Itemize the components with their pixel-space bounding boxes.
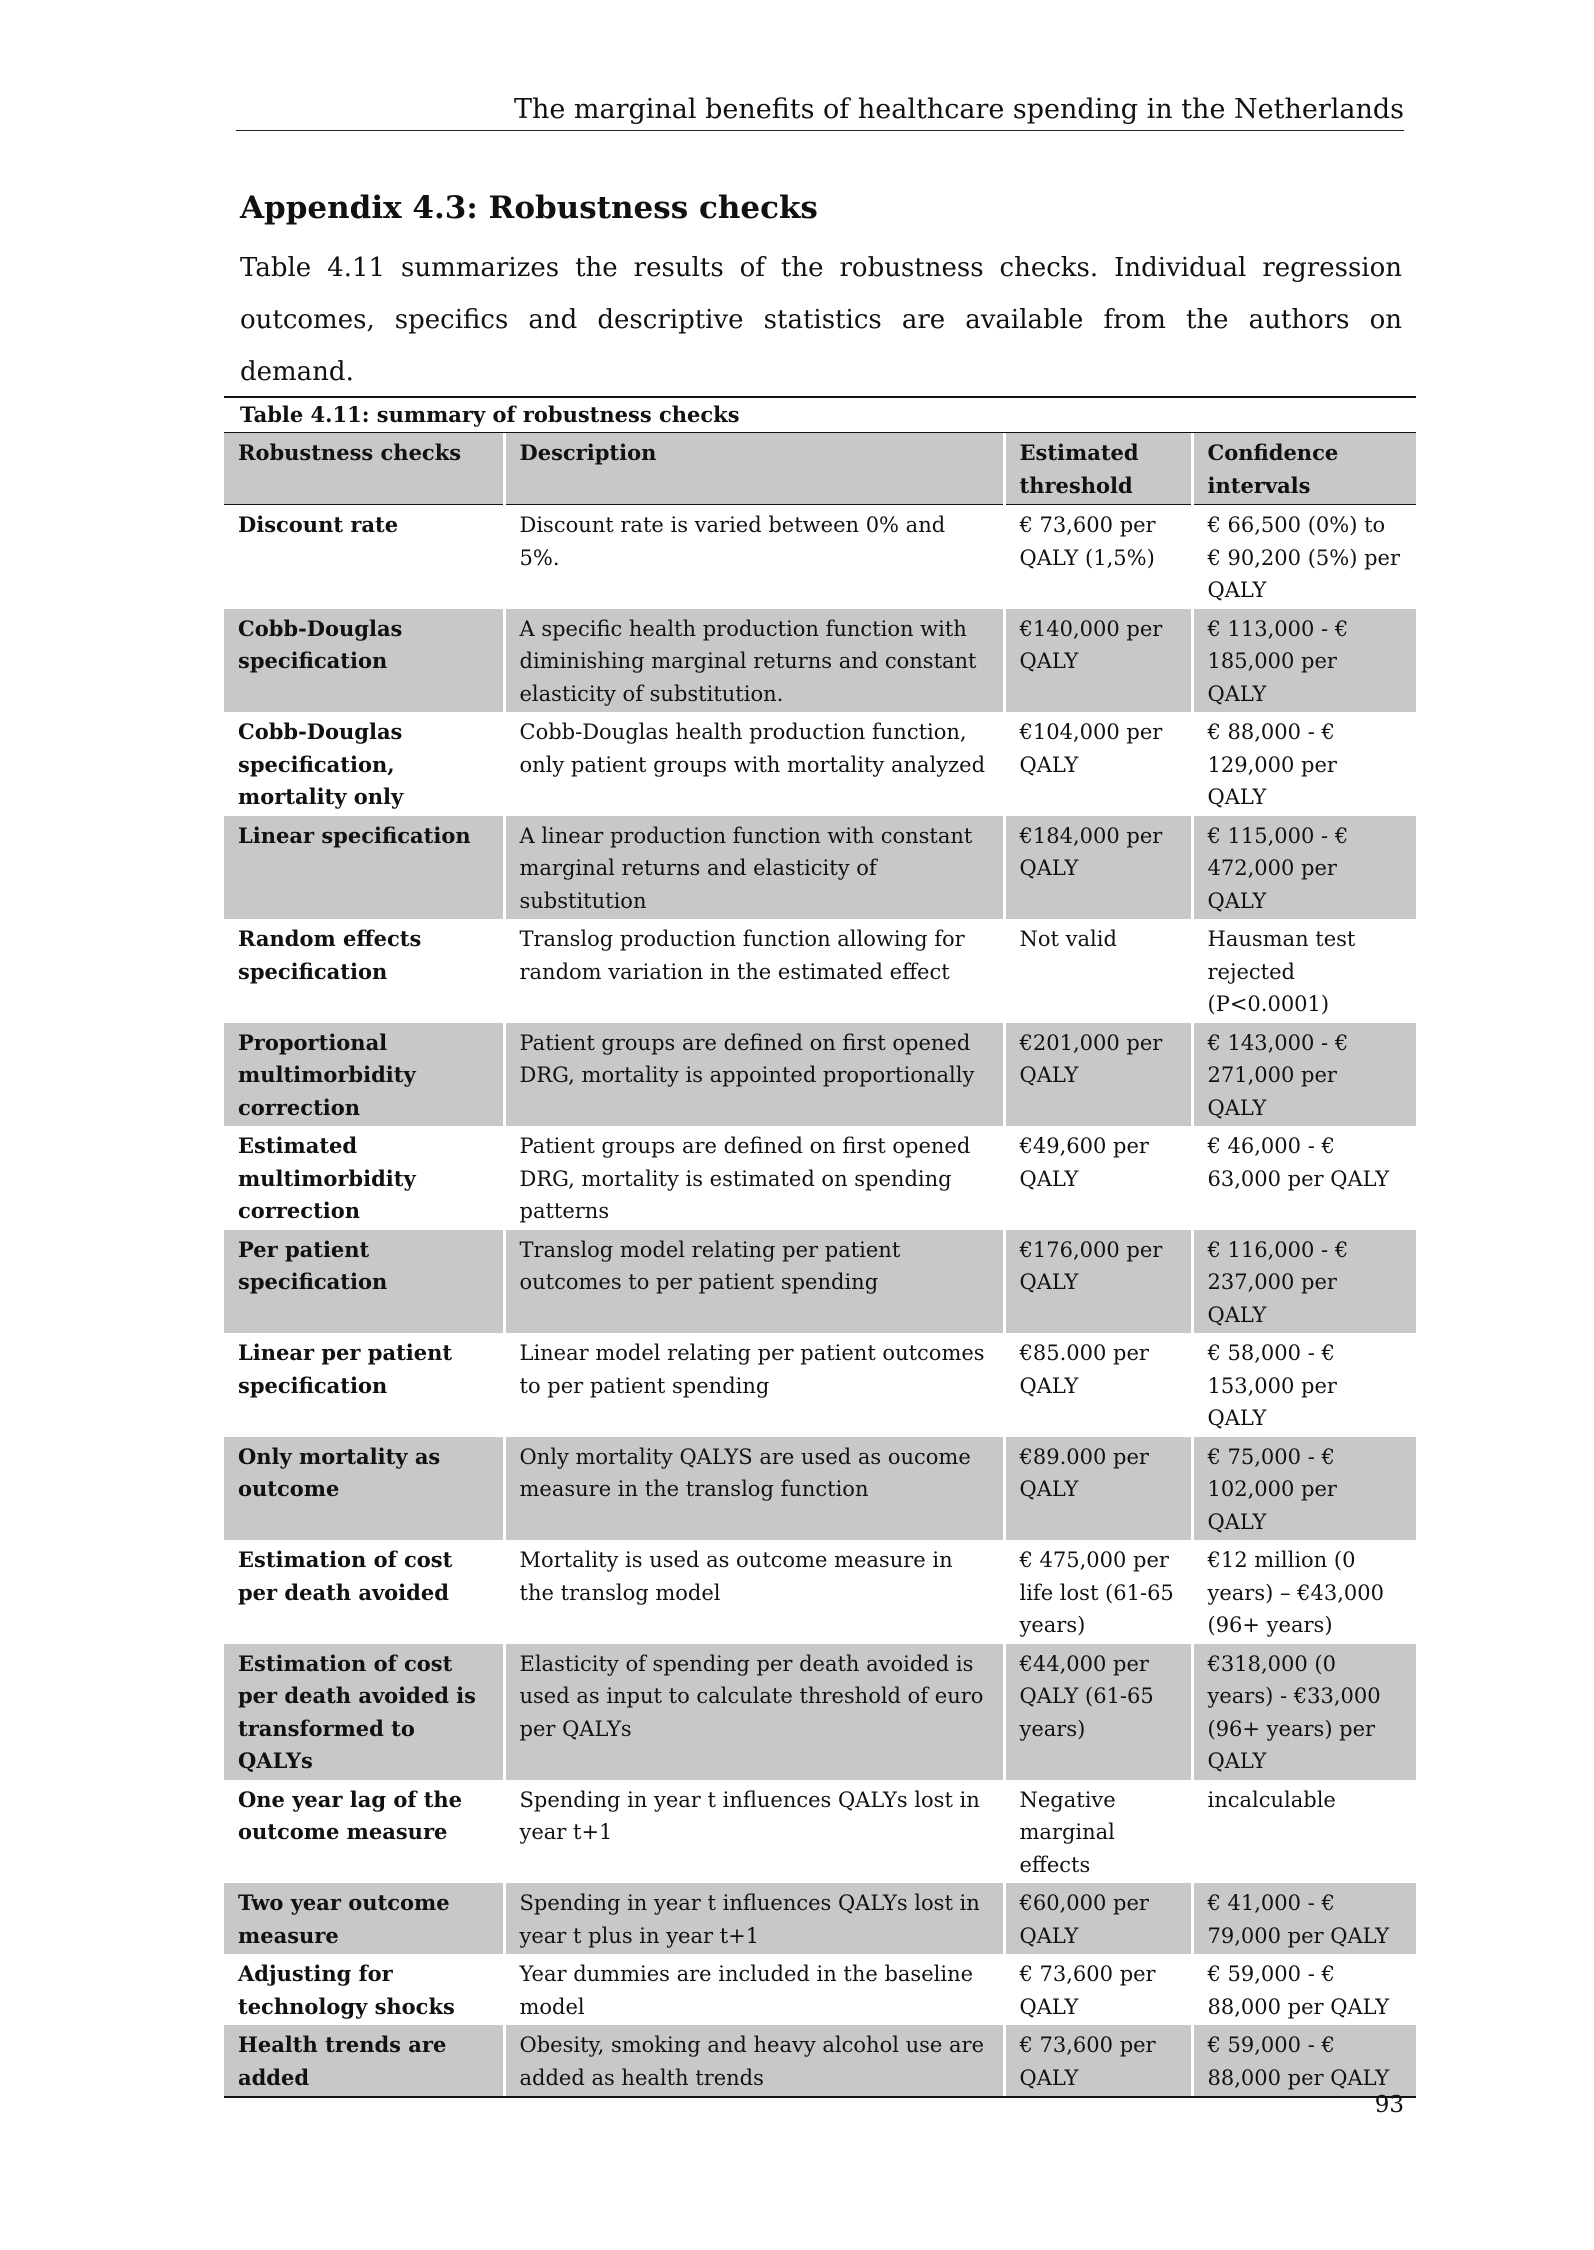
cell-check: Discount rate bbox=[238, 512, 399, 537]
cell-description: Mortality is used as outcome measure in the translog model bbox=[504, 1540, 1004, 1644]
table-row bbox=[224, 919, 1416, 1023]
cell-check: Health trends are added bbox=[224, 2025, 504, 2096]
cell-check: Linear per patient specification bbox=[238, 1340, 453, 1398]
table-row bbox=[224, 1540, 1416, 1644]
robustness-table bbox=[224, 396, 1416, 2098]
robustness-checks-table bbox=[224, 433, 1416, 2096]
appendix-title: Appendix 4.3: Robustness checks bbox=[240, 190, 818, 226]
cell-threshold: €89.000 per QALY bbox=[1004, 1437, 1192, 1541]
cell-description: Cobb-Douglas health production function, only patient groups with mortality analyzed bbox=[504, 712, 1004, 816]
cell-check: Per patient specification bbox=[224, 1230, 504, 1334]
cell-threshold: €176,000 per QALY bbox=[1004, 1230, 1192, 1334]
cell-check: Proportional multimorbidity correction bbox=[224, 1023, 504, 1127]
cell-check: Cobb-Douglas specification, mortality only bbox=[238, 719, 404, 809]
cell-description: Discount rate is varied between 0% and 5%. bbox=[504, 505, 1004, 609]
cell-check: Estimated multimorbidity correction bbox=[238, 1133, 416, 1223]
cell-check: Two year outcome measure bbox=[224, 1883, 504, 1954]
table-caption: Table 4.11: summary of robustness checks bbox=[224, 398, 1416, 433]
cell-interval: € 115,000 - € 472,000 per QALY bbox=[1192, 816, 1416, 920]
cell-check: Estimation of cost per death avoided is transformed to QALYs bbox=[224, 1644, 504, 1780]
cell-check: Random effects specification bbox=[238, 926, 422, 984]
cell-threshold: €85.000 per QALY bbox=[1004, 1333, 1192, 1437]
table-row bbox=[224, 609, 1416, 713]
table-row bbox=[224, 1644, 1416, 1780]
cell-interval: €12 million (0 years) – €43,000 (96+ years) bbox=[1192, 1540, 1416, 1644]
cell-interval: incalculable bbox=[1192, 1780, 1416, 1884]
cell-threshold: €201,000 per QALY bbox=[1004, 1023, 1192, 1127]
cell-check: Estimation of cost per death avoided bbox=[238, 1547, 453, 1605]
cell-description: Translog production function allowing for random variation in the estimated effect bbox=[504, 919, 1004, 1023]
cell-threshold: € 475,000 per life lost (61-65 years) bbox=[1004, 1540, 1192, 1644]
cell-interval: € 113,000 - € 185,000 per QALY bbox=[1192, 609, 1416, 713]
cell-threshold: €60,000 per QALY bbox=[1004, 1883, 1192, 1954]
cell-interval: € 88,000 - € 129,000 per QALY bbox=[1192, 712, 1416, 816]
cell-description: Year dummies are included in the baseline model bbox=[504, 1954, 1004, 2025]
header-confidence-intervals: Confidence intervals bbox=[1192, 433, 1416, 505]
cell-check: One year lag of the outcome measure bbox=[238, 1786, 463, 1844]
table-row bbox=[224, 505, 1416, 609]
cell-description: Patient groups are defined on first opened DRG, mortality is estimated on spending patterns bbox=[504, 1126, 1004, 1230]
cell-interval: € 59,000 - € 88,000 per QALY bbox=[1192, 2025, 1416, 2096]
table-row bbox=[224, 2025, 1416, 2096]
running-head: The marginal benefits of healthcare spending in the Netherlands bbox=[236, 92, 1404, 131]
table-row bbox=[224, 1954, 1416, 2025]
cell-threshold: Negative marginal effects bbox=[1004, 1780, 1192, 1884]
table-row bbox=[224, 1883, 1416, 1954]
cell-interval: € 58,000 - € 153,000 per QALY bbox=[1192, 1333, 1416, 1437]
table-row bbox=[224, 816, 1416, 920]
table-row bbox=[224, 1437, 1416, 1541]
cell-threshold: € 73,600 per QALY (1,5%) bbox=[1004, 505, 1192, 609]
cell-threshold: €44,000 per QALY (61-65 years) bbox=[1004, 1644, 1192, 1780]
table-row bbox=[224, 1333, 1416, 1437]
cell-description: Linear model relating per patient outcomes to per patient spending bbox=[504, 1333, 1004, 1437]
intro-paragraph: Table 4.11 summarizes the results of the robustness checks. Individual regression outcomes, specifics and descriptive statistics are available from the authors on demand. bbox=[240, 253, 1402, 387]
cell-description: A specific health production function with diminishing marginal returns and constant elasticity of substitution. bbox=[504, 609, 1004, 713]
cell-interval: € 66,500 (0%) to € 90,200 (5%) per QALY bbox=[1192, 505, 1416, 609]
cell-description: Only mortality QALYS are used as oucome measure in the translog function bbox=[504, 1437, 1004, 1541]
cell-check: Adjusting for technology shocks bbox=[238, 1961, 455, 2019]
cell-description: Obesity, smoking and heavy alcohol use are added as health trends bbox=[504, 2025, 1004, 2096]
cell-threshold: €184,000 per QALY bbox=[1004, 816, 1192, 920]
cell-threshold: € 73,600 per QALY bbox=[1004, 2025, 1192, 2096]
cell-threshold: €140,000 per QALY bbox=[1004, 609, 1192, 713]
cell-description: Patient groups are defined on first opened DRG, mortality is appointed proportionally bbox=[504, 1023, 1004, 1127]
cell-interval: € 75,000 - € 102,000 per QALY bbox=[1192, 1437, 1416, 1541]
table-row bbox=[224, 1023, 1416, 1127]
cell-interval: € 116,000 - € 237,000 per QALY bbox=[1192, 1230, 1416, 1334]
cell-threshold: €49,600 per QALY bbox=[1004, 1126, 1192, 1230]
cell-interval: € 41,000 - € 79,000 per QALY bbox=[1192, 1883, 1416, 1954]
cell-description: Translog model relating per patient outcomes to per patient spending bbox=[504, 1230, 1004, 1334]
table-header-row bbox=[224, 433, 1416, 505]
cell-description: Spending in year t influences QALYs lost in year t+1 bbox=[504, 1780, 1004, 1884]
header-description: Description bbox=[504, 433, 1004, 505]
table-row bbox=[224, 1126, 1416, 1230]
page-number: 93 bbox=[1374, 2092, 1404, 2118]
header-robustness-checks: Robustness checks bbox=[224, 433, 504, 505]
table-row bbox=[224, 1230, 1416, 1334]
cell-interval: €318,000 (0 years) - €33,000 (96+ years) per QALY bbox=[1192, 1644, 1416, 1780]
cell-check: Linear specification bbox=[224, 816, 504, 920]
cell-description: Elasticity of spending per death avoided is used as input to calculate threshold of euro per QALYs bbox=[504, 1644, 1004, 1780]
cell-threshold: Not valid bbox=[1004, 919, 1192, 1023]
cell-threshold: €104,000 per QALY bbox=[1004, 712, 1192, 816]
header-estimated-threshold: Estimated threshold bbox=[1004, 433, 1192, 505]
cell-interval: € 59,000 - € 88,000 per QALY bbox=[1192, 1954, 1416, 2025]
table-row bbox=[224, 1780, 1416, 1884]
cell-description: Spending in year t influences QALYs lost in year t plus in year t+1 bbox=[504, 1883, 1004, 1954]
cell-check: Cobb-Douglas specification bbox=[224, 609, 504, 713]
table-row bbox=[224, 712, 1416, 816]
cell-interval: € 46,000 - € 63,000 per QALY bbox=[1192, 1126, 1416, 1230]
cell-description: A linear production function with constant marginal returns and elasticity of substitution bbox=[504, 816, 1004, 920]
cell-check: Only mortality as outcome bbox=[224, 1437, 504, 1541]
cell-interval: Hausman test rejected (P<0.0001) bbox=[1192, 919, 1416, 1023]
cell-threshold: € 73,600 per QALY bbox=[1004, 1954, 1192, 2025]
cell-interval: € 143,000 - € 271,000 per QALY bbox=[1192, 1023, 1416, 1127]
table-body bbox=[224, 505, 1416, 2097]
